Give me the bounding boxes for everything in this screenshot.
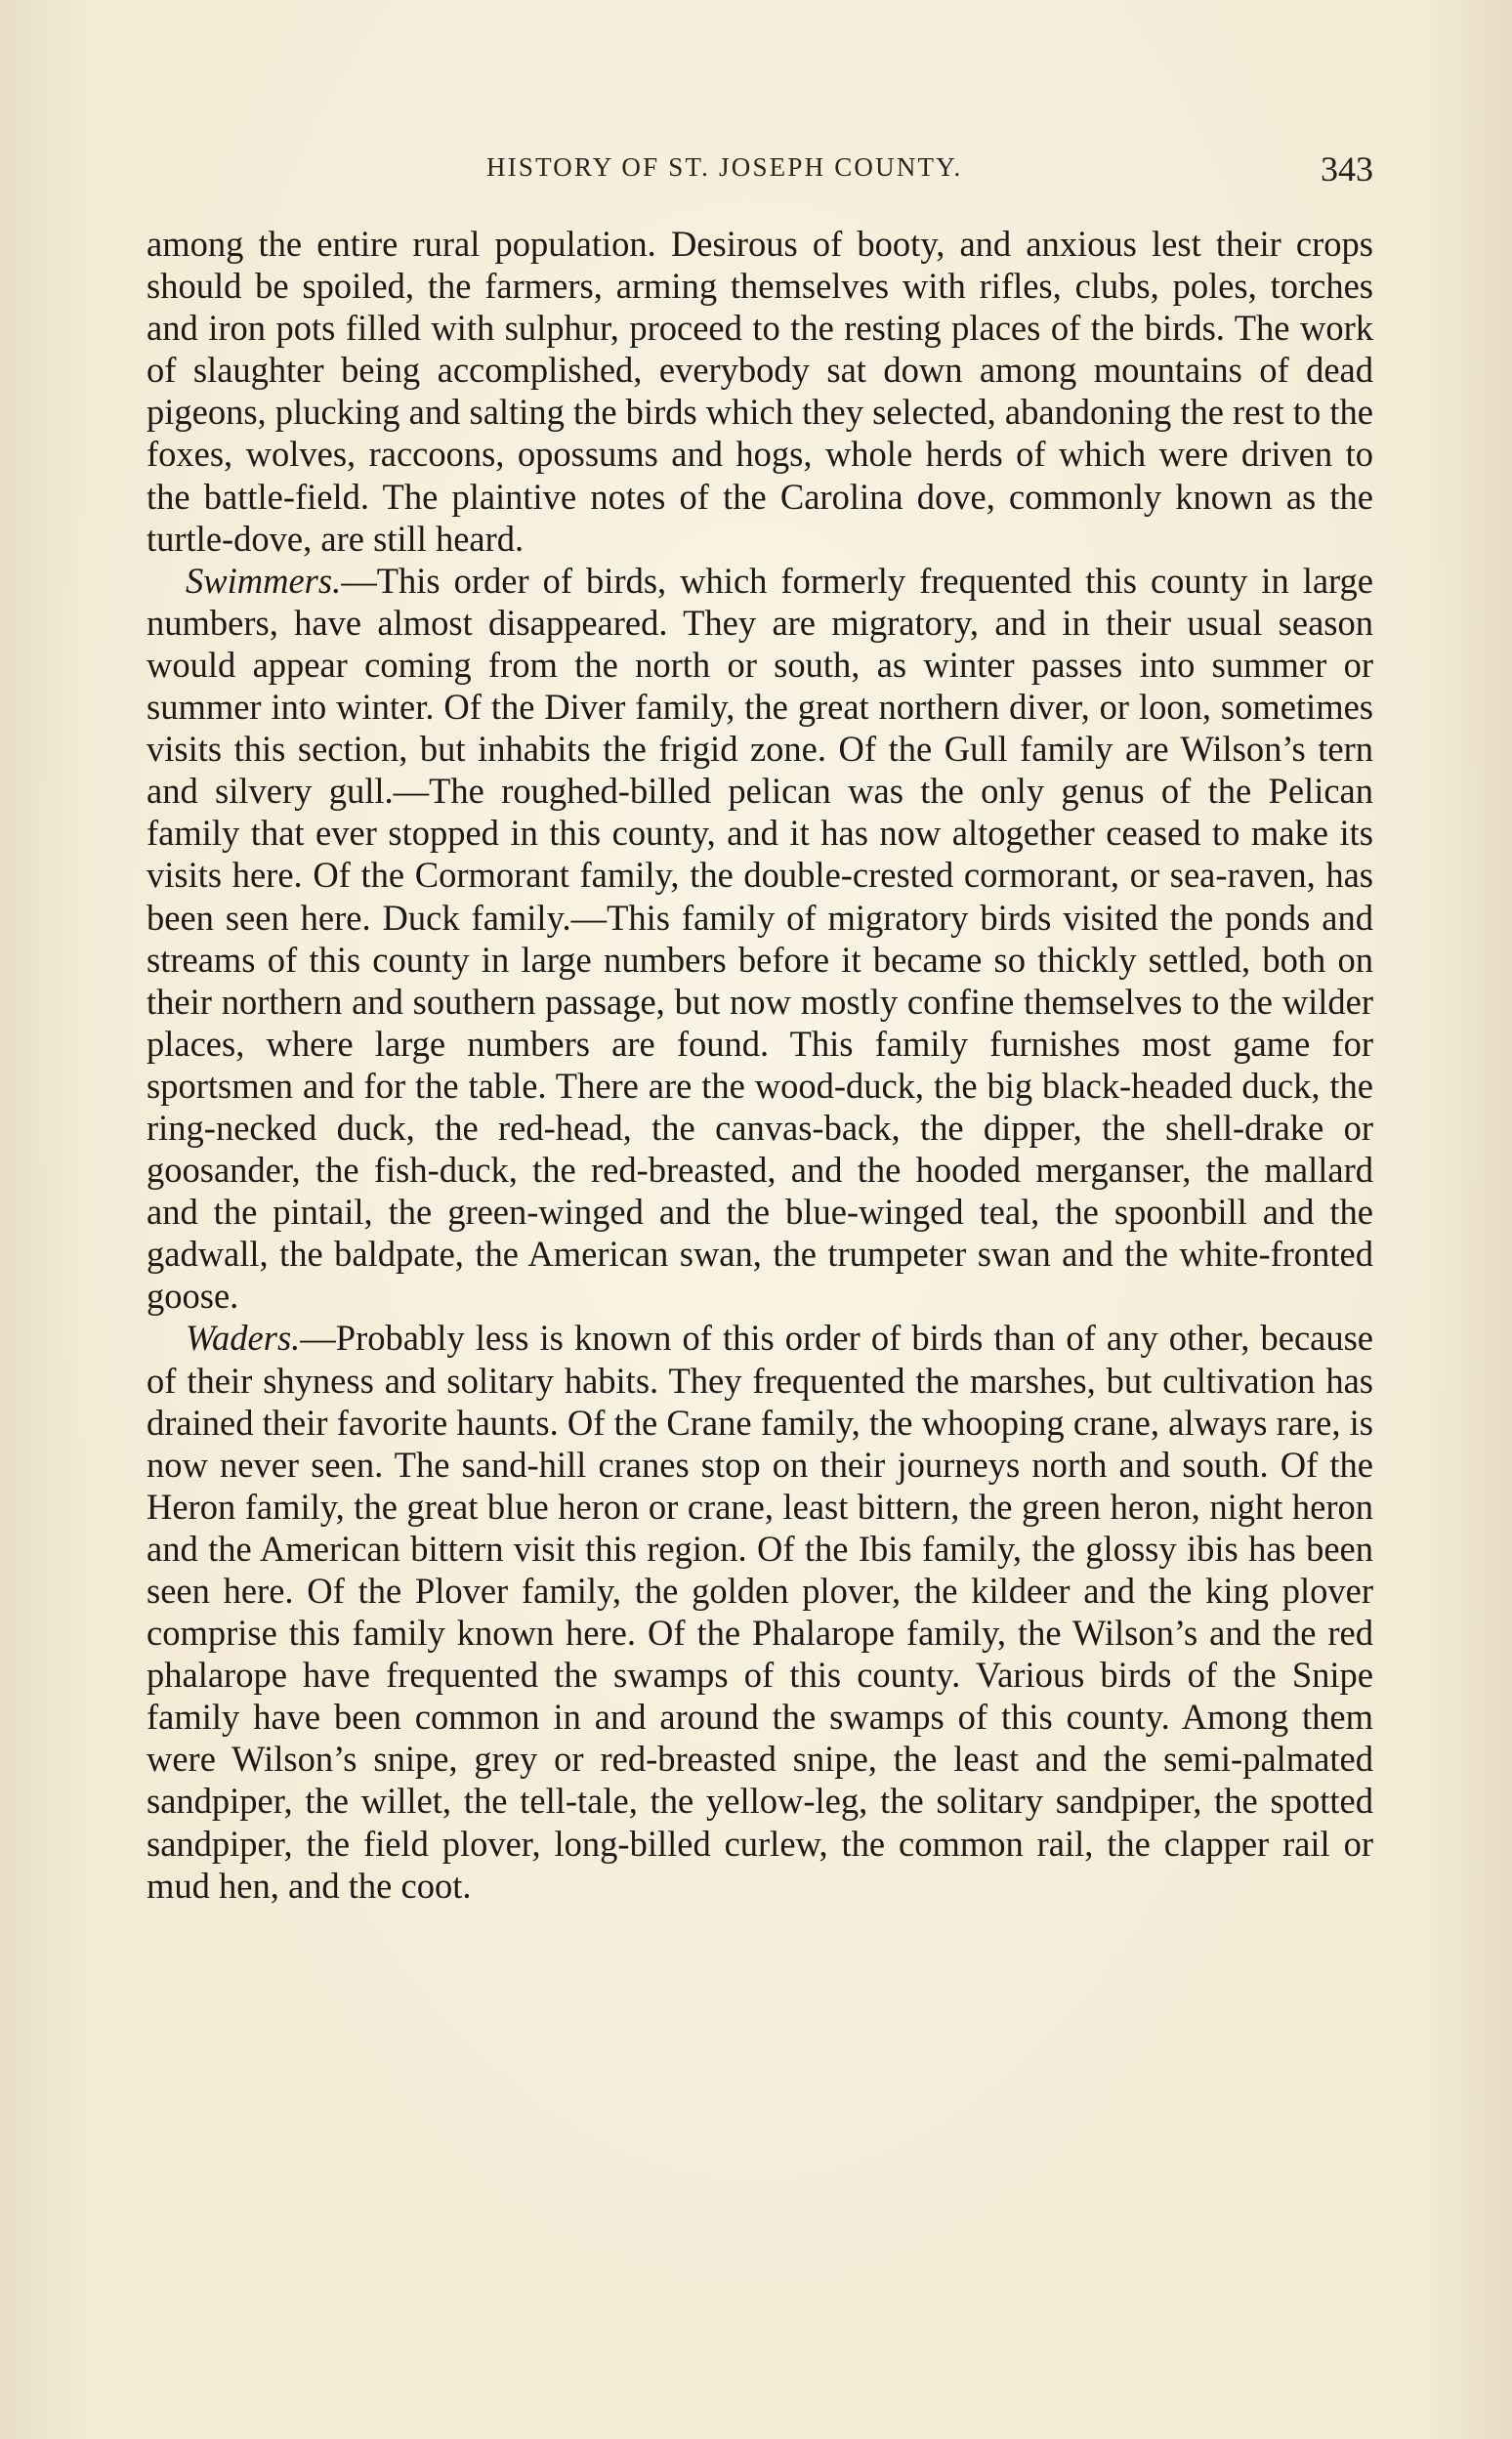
paragraph-swimmers xyxy=(147,560,1373,1318)
paragraph-text: —Probably less is known of this order of birds than of any other, because of their shyness and solitary habits. They frequented the marshes, but cultivation has drained their favorite haunts. Of the Crane family, the whooping crane, always rare, is now never seen. The sand-hill cranes stop on their journeys north and south. Of the Heron family, the great blue heron or crane, least bittern, the green heron, night heron and the American bittern visit this region. Of the Ibis family, the glossy ibis has been seen here. Of the Plover family, the golden plover, the kildeer and the king plover comprise this family known here. Of the Phalarope family, the Wilson’s and the red phalarope have frequented the swamps of this county. Various birds of the Snipe family have been common in and around the swamps of this county. Among them were Wilson’s snipe, grey or red-breasted snipe, the least and the semi-palmated sandpiper, the willet, the tell-tale, the yellow-leg, the solitary sandpiper, the spotted sandpiper, the field plover, long-billed curlew, the common rail, the clapper rail or mud hen, and the coot. xyxy=(147,1318,1373,1906)
running-head: HISTORY OF ST. JOSEPH COUNTY. xyxy=(486,152,963,182)
paragraph-text: among the entire rural population. Desirous of booty, and anxious lest their crops should be spoiled, the farmers, arming themselves with rifles, clubs, poles, torches and iron pots filled with sulphur, proceed to the resting places of the birds. The work of slaughter being accomplished, everybody sat down among mountains of dead pigeons, plucking and salting the birds which they selected, abandoning the rest to the foxes, wolves, raccoons, opossums and hogs, whole herds of which were driven to the battle-field. The plaintive notes of the Carolina dove, commonly known as the turtle-dove, are still heard. xyxy=(147,224,1373,559)
section-lead-waders: Waders. xyxy=(186,1318,301,1359)
section-lead-swimmers: Swimmers. xyxy=(186,560,342,601)
paragraph-text: —This order of birds, which formerly frequented this county in large numbers, have almost disappeared. They are migratory, and in their usual season would appear coming from the north or south, as winter passes into summer or summer into winter. Of the Diver family, the great northern diver, or loon, sometimes visits this section, but inhabits the frigid zone. Of the Gull family are Wilson’s tern and silvery gull.—The roughed-billed pelican was the only genus of the Pelican family that ever stopped in this county, and it has now altogether ceased to make its visits here. Of the Cormorant family, the double-crested cormorant, or sea-raven, has been seen here. Duck family.—This family of migratory birds visited the ponds and streams of this county in large numbers before it became so thickly settled, both on their northern and southern passage, but now mostly confine themselves to the wilder places, where large numbers are found. This family furnishes most game for sportsmen and for the table. There are the wood-duck, the big black-headed duck, the ring-necked duck, the red-head, the canvas-back, the dipper, the shell-drake or goosander, the fish-duck, the red-breasted, and the hooded merganser, the mallard and the pintail, the green-winged and the blue-winged teal, the spoonbill and the gadwall, the baldpate, the American swan, the trumpeter swan and the white-fronted goose. xyxy=(147,560,1373,1317)
page-number: 343 xyxy=(1321,149,1373,189)
page-header xyxy=(147,148,1373,188)
body-text xyxy=(147,223,1373,1907)
paragraph-pigeons xyxy=(147,223,1373,560)
paragraph-waders xyxy=(147,1317,1373,1906)
